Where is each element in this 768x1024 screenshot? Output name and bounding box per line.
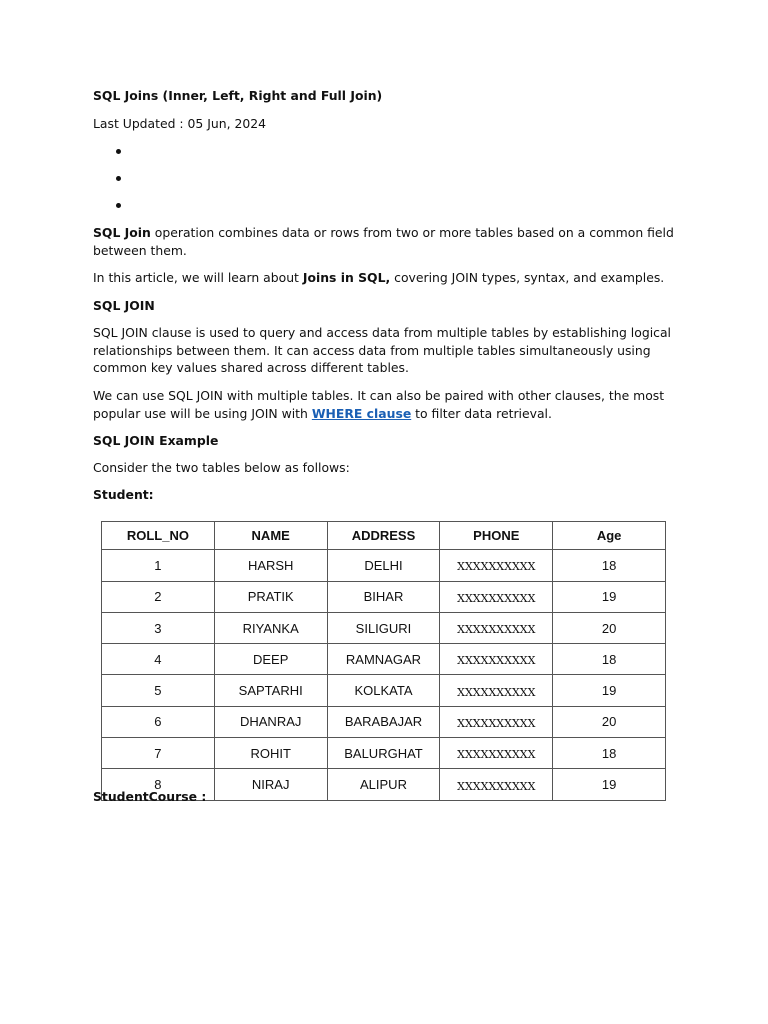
table-cell: HARSH [214, 550, 327, 581]
table-cell: XXXXXXXXXX [440, 706, 553, 737]
table-cell: 1 [102, 550, 215, 581]
heading-join-example: SQL JOIN Example [93, 433, 219, 448]
table-cell: 2 [102, 581, 215, 612]
table-cell: RIYANKA [214, 612, 327, 643]
table-cell: DEEP [214, 644, 327, 675]
multi-after: to filter data retrieval. [411, 405, 552, 421]
table-cell: BALURGHAT [327, 738, 440, 769]
table-cell: BARABAJAR [327, 706, 440, 737]
where-clause-link[interactable]: WHERE clause [311, 405, 412, 421]
table-cell: SILIGURI [327, 612, 440, 643]
table-row [102, 738, 666, 769]
table-cell: NIRAJ [214, 769, 327, 800]
multi-before: We can use SQL JOIN with multiple tables. It can also be paired with other clauses, the most popular use will be using JOIN with [93, 388, 665, 421]
multiple-tables-paragraph [93, 387, 678, 422]
empty-bullet-list [112, 143, 132, 224]
table-cell: XXXXXXXXXX [440, 612, 553, 643]
table-row [102, 675, 666, 706]
table-cell: XXXXXXXXXX [440, 644, 553, 675]
table-cell: XXXXXXXXXX [440, 769, 553, 800]
table-cell: 4 [102, 644, 215, 675]
table-cell: KOLKATA [327, 675, 440, 706]
table-cell: 19 [553, 581, 666, 612]
table-cell: RAMNAGAR [327, 644, 440, 675]
consider-text: Consider the two tables below as follows: [93, 460, 350, 475]
table-cell: 19 [553, 675, 666, 706]
table-row [102, 550, 666, 581]
learn-after: covering JOIN types, syntax, and examples. [390, 270, 665, 285]
table-cell: 20 [553, 706, 666, 737]
column-header: PHONE [440, 522, 553, 550]
list-item [112, 143, 132, 170]
list-item [112, 197, 132, 224]
learn-paragraph [93, 269, 678, 287]
table-cell: XXXXXXXXXX [440, 550, 553, 581]
column-header: ROLL_NO [102, 522, 215, 550]
last-updated: Last Updated : 05 Jun, 2024 [93, 116, 267, 131]
table-row [102, 581, 666, 612]
learn-before: In this article, we will learn about [93, 270, 303, 285]
article-title: SQL Joins (Inner, Left, Right and Full Join) [93, 88, 383, 103]
student-table [101, 521, 666, 801]
table-cell: 18 [553, 644, 666, 675]
table-cell: BIHAR [327, 581, 440, 612]
column-header: ADDRESS [327, 522, 440, 550]
table-row [102, 706, 666, 737]
table-cell: 18 [553, 738, 666, 769]
table-cell: ROHIT [214, 738, 327, 769]
table-cell: 20 [553, 612, 666, 643]
intro-term: SQL Join [93, 225, 151, 240]
table-cell: XXXXXXXXXX [440, 675, 553, 706]
table-cell: 3 [102, 612, 215, 643]
table-cell: XXXXXXXXXX [440, 581, 553, 612]
intro-paragraph [93, 224, 678, 259]
column-header: Age [553, 522, 666, 550]
table-cell: SAPTARHI [214, 675, 327, 706]
table-cell: XXXXXXXXXX [440, 738, 553, 769]
list-item [112, 170, 132, 197]
table-row [102, 612, 666, 643]
heading-sql-join: SQL JOIN [93, 298, 155, 313]
table-cell: 18 [553, 550, 666, 581]
table-cell: 6 [102, 706, 215, 737]
table-cell: 7 [102, 738, 215, 769]
table-header-row [102, 522, 666, 550]
table-row [102, 644, 666, 675]
table-cell: PRATIK [214, 581, 327, 612]
table-cell: ALIPUR [327, 769, 440, 800]
student-course-label: StudentCourse : [93, 789, 207, 804]
table-cell: DELHI [327, 550, 440, 581]
table-cell: 5 [102, 675, 215, 706]
intro-text: operation combines data or rows from two or more tables based on a common field between them. [93, 225, 674, 258]
table-cell: DHANRAJ [214, 706, 327, 737]
table-cell: 8 [102, 769, 215, 800]
table-cell: 19 [553, 769, 666, 800]
student-label: Student: [93, 487, 154, 502]
learn-bold: Joins in SQL, [302, 270, 391, 285]
join-clause-paragraph: SQL JOIN clause is used to query and access data from multiple tables by establishing logical relationships between them. It can access data from multiple tables simultaneously using common key values shared across different tables. [93, 325, 671, 375]
column-header: NAME [214, 522, 327, 550]
